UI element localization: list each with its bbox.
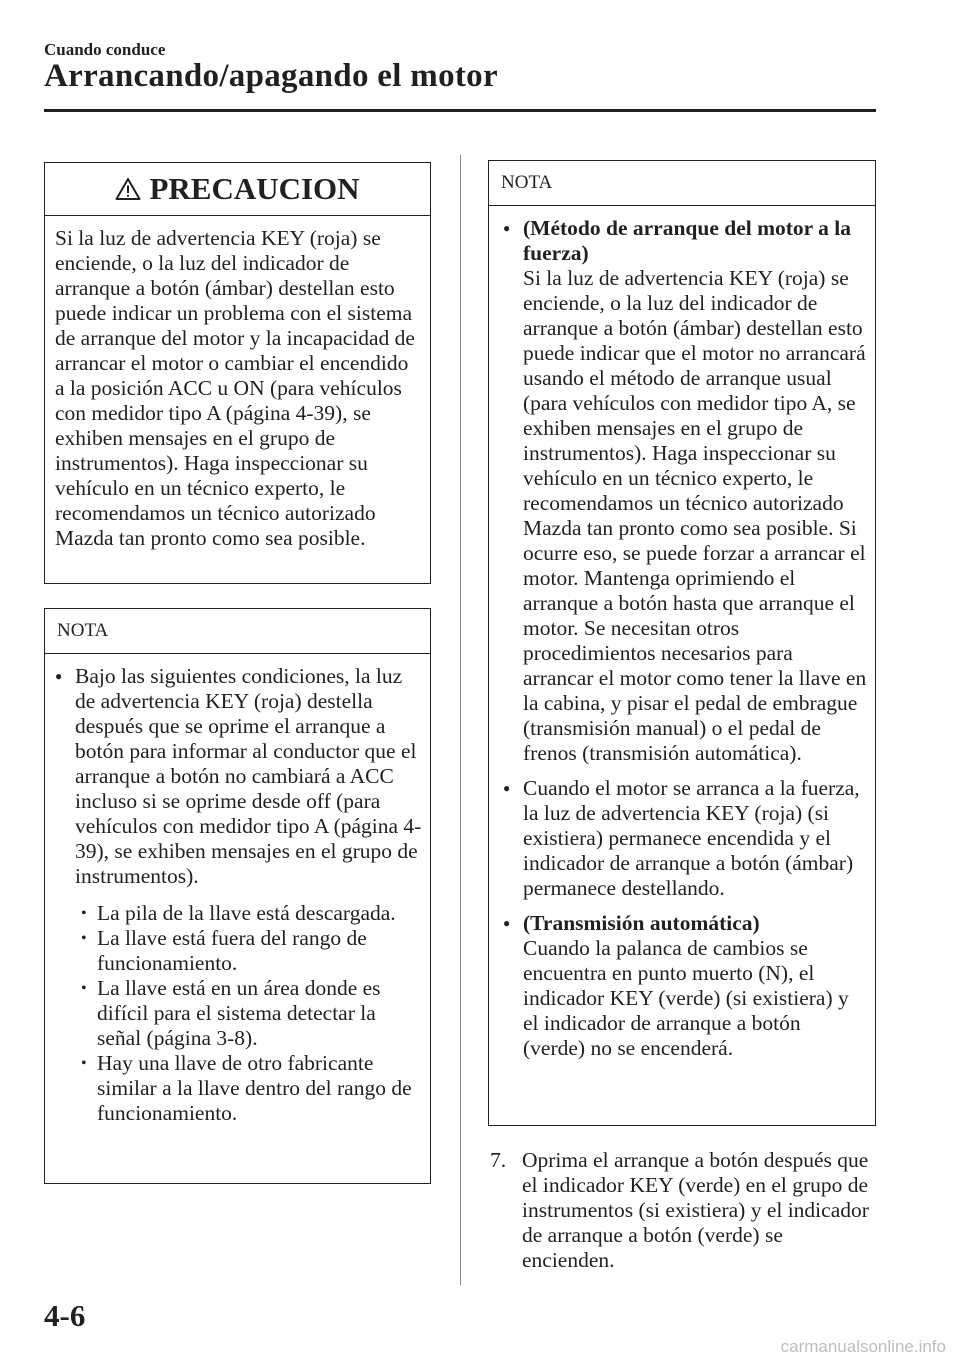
title-rule	[44, 109, 876, 112]
caution-heading: PRECAUCION	[149, 171, 360, 206]
nota-header-right: NOTA	[489, 161, 875, 206]
page-number: 4-6	[44, 1298, 86, 1333]
caution-text: Si la luz de advertencia KEY (roja) se enciende, o la luz del indicador de arranque a botón (ámbar) destellan esto puede indicar un problema con el sistema de arranque del motor y la incapacidad de arrancar el motor o cambiar el encendido a la posición ACC u ON (para vehículos con medidor tipo A (página 4-39), se exhiben mensajes en el grupo de instrumentos). Haga inspeccionar su vehículo en un técnico experto, le recomendamos un técnico autorizado Mazda tan pronto como sea posible.	[55, 226, 415, 550]
watermark: carmanualsonline.info	[780, 1337, 946, 1356]
page-title: Arrancando/apagando el motor	[44, 58, 498, 94]
step-7	[490, 1148, 880, 1273]
warning-icon	[115, 177, 141, 201]
nota-right-item-text: Si la luz de advertencia KEY (roja) se enciende, o la luz del indicador de arranque a botón (ámbar) destellan esto puede indicar que el motor no arrancará usando el método de arranque usual (para vehículos con medidor tipo A, se exhiben mensajes en el grupo de instrumentos). Haga inspeccionar su vehículo en un técnico experto, le recomendamos un técnico autorizado Mazda tan pronto como sea posible. Si ocurre eso, se puede forzar a arrancar el motor. Mantenga oprimiendo el arranque a botón hasta que arranque el motor. Se necesitan otros procedimientos necesarios para arrancar el motor como tener la llave en la cabina, y pisar el pedal de embrague (transmisión manual) o el pedal de frenos (transmisión automática).	[523, 266, 867, 765]
sub-item: • La pila de la llave está descargada.	[75, 901, 422, 926]
nota-header-left: NOTA	[45, 609, 430, 654]
column-divider	[460, 155, 461, 1285]
section-label: Cuando conduce	[44, 40, 166, 59]
nota-left-bullet-text: Bajo las siguientes condiciones, la luz de advertencia KEY (roja) destella después que se oprime el arranque a botón para informar al conductor que el arranque a botón no cambiará a ACC incluso si se oprime desde off (para vehículos con medidor tipo A (página 4-39), se exhiben mensajes en el grupo de instrumentos).	[75, 664, 422, 888]
nota-right-item	[501, 911, 867, 1061]
step-number: 7.	[490, 1148, 507, 1172]
caution-header	[45, 163, 430, 216]
sub-item: • Hay una llave de otro fabricante similar a la llave dentro del rango de funcionamiento.	[75, 1051, 422, 1126]
nota-right-item-text: Cuando la palanca de cambios se encuentra en punto muerto (N), el indicador KEY (verde) (si existiera) y el indicador de arranque a botón (verde) no se encenderá.	[523, 936, 849, 1060]
step-text: Oprima el arranque a botón después que el indicador KEY (verde) en el grupo de instrumentos (si existiera) y el indicador de arranque a botón (verde) se encienden.	[522, 1148, 869, 1272]
nota-left-bullet	[53, 664, 422, 1126]
nota-right-item	[501, 776, 867, 901]
caution-box	[44, 162, 431, 584]
sub-item: • La llave está fuera del rango de funcionamiento.	[75, 926, 422, 976]
nota-right-item	[501, 216, 867, 766]
sub-item: • La llave está en un área donde es difícil para el sistema detectar la señal (página 3-8).	[75, 976, 422, 1051]
nota-right-item-title: ● (Transmisión automática)	[523, 911, 760, 935]
nota-box-right	[488, 160, 876, 1126]
nota-right-item-title: ● (Método de arranque del motor a la fuerza)	[523, 216, 852, 265]
nota-right-item-text: ● Cuando el motor se arranca a la fuerza, la luz de advertencia KEY (roja) (si existiera) permanece encendida y el indicador de arranque a botón (ámbar) permanece destellando.	[523, 776, 860, 900]
nota-box-left	[44, 608, 431, 1184]
